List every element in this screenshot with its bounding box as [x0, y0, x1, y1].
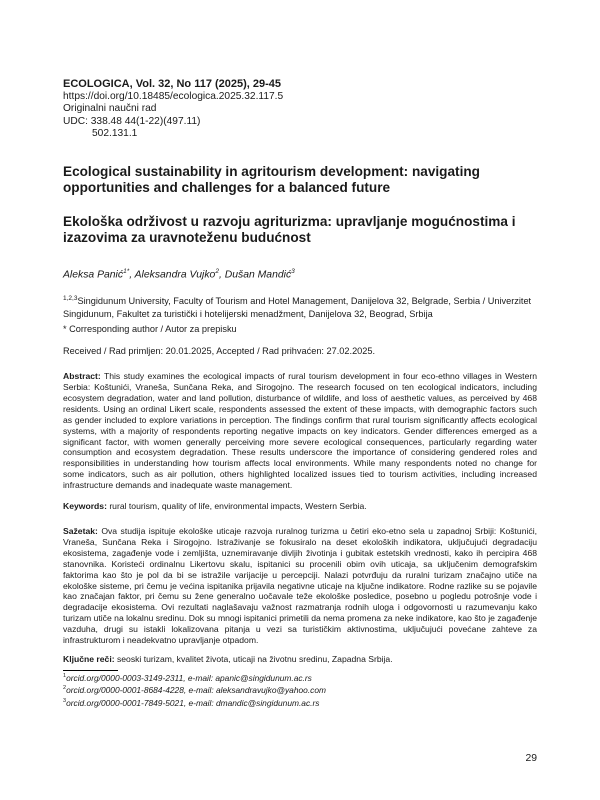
abstract-label: Abstract:: [63, 371, 101, 382]
page-number: 29: [525, 753, 537, 764]
affiliation-superscript: 1,2,3: [63, 295, 78, 303]
article-page: [63, 78, 537, 708]
footnote-marker: 1: [63, 672, 67, 679]
footnote: [63, 683, 537, 695]
kljucne-reci: [63, 654, 537, 665]
footnote-marker: 2: [63, 685, 67, 692]
kljucne-text: seoski turizam, kvalitet života, uticaji na životnu sredinu, Zapadna Srbija.: [114, 653, 393, 664]
udc-code-secondary: 502.131.1: [92, 128, 138, 140]
kljucne-label: Ključne reči:: [63, 653, 115, 664]
journal-citation: ECOLOGICA, Vol. 32, No 117 (2025), 29-45: [63, 78, 282, 90]
keywords: [63, 501, 537, 512]
author-superscript: 3: [291, 267, 295, 275]
author-superscript: 2: [215, 267, 219, 275]
author-name: Aleksandra Vujko: [134, 269, 216, 281]
affiliation-text: Singidunum University, Faculty of Tourism and Hotel Management, Danijelova 32, Belgrade, Serbia / Univerzitet Singidunum, Fakultet za turistički i hotelijerski menadžment, Danijelova 32, Beograd, Srbija: [63, 296, 532, 319]
author-name: Aleksa Panić: [63, 269, 124, 281]
author-list: [63, 268, 537, 280]
footnote-text[interactable]: orcid.org/0000-0001-7849-5021, e-mail: dmandic@singidunum.ac.rs: [66, 697, 320, 708]
sazetak: [63, 526, 537, 646]
author-separator: ,: [129, 269, 135, 281]
article-type: Originalni naučni rad: [63, 103, 157, 115]
footnote: [63, 671, 537, 683]
udc-code: UDC: 338.48 44(1-22)(497.11): [63, 115, 201, 127]
sazetak-text: Ova studija ispituje ekološke uticaje razvoja ruralnog turizma u četiri eko-etno sela u zapadnoj Srbiji: Koštunići, Vraneša, Sunčana Reka i Sirogojno. Istraživanje se fokusiralo na deset ekoloških indikatora, uključujući degradaciju ekosistema, zagađenje vode i zemljišta, uznemiravanje divljih životinja i gubitak estetskih vrednosti, kako ih percipira 468 stanovnika. Koristeći ordinalnu Likertovu skalu, ispitanici su procenili obim ovih uticaja, sa uključenim demografskim faktorima kao što je pol da bi se istražile varijacije u percepciji. Nalazi potvrđuju da ruralni turizam značajno utiče na ekološke sisteme, pri čemu je većina ispitanika prijavila negativne uticaje na ključne indikatore. Rodne razlike su se pojavile kao značajan faktor, pri čemu su žene generalno uočavale teže ekološke posledice, posebno u pogledu potrošnje vode i degradacije ekosistema. Ovi rezultati naglašavaju važnost razmatranja rodnih uloga i odgovornosti u razumevanju kako turizam utiče na lokalnu sredinu. Dok su mnogi ispitanici primetili da nema promena za neke indikatore, kao što je zagađenje vazduha, drugi su istakli lokalizovana pitanja u vezi sa turističkim aktivnostima, uključujući povećane zahteve za infrastrukturom i neadekvatno upravljanje otpadom.: [63, 525, 537, 646]
author-name: Dušan Mandić: [224, 269, 292, 281]
sazetak-label: Sažetak:: [63, 525, 98, 536]
title-serbian: Ekološka održivost u razvoju agriturizma: upravljanje mogućnostima i izazovima za uravnoteženu budućnost: [63, 213, 516, 246]
doi-link[interactable]: https://doi.org/10.18485/ecologica.2025.32.117.5: [63, 90, 284, 102]
footnotes: [63, 671, 537, 708]
keywords-text: rural tourism, quality of life, environmental impacts, Western Serbia.: [106, 501, 367, 512]
footnote-text[interactable]: orcid.org/0000-0001-8684-4228, e-mail: aleksandravujko@yahoo.com: [66, 685, 326, 696]
abstract-text: This study examines the ecological impacts of rural tourism development in four eco-ethno villages in Western Serbia: Koštunići, Vraneša, Sunčana Reka, and Sirogojno. The research focused on ten ecological indicators, including ecosystem degradation, water and land pollution, disturbance of wildlife, and loss of aesthetic values, as perceived by 468 residents. Using an ordinal Likert scale, respondents assessed the extent of these impacts, with demographic factors such as gender included to explore variations in perception. The findings confirm that rural tourism significantly affects ecological systems, with a majority of respondents reporting negative impacts on key indicators. Gender differences emerged as a significant factor, with women generally perceiving more severe ecological consequences, particularly regarding water consumption and ecosystem degradation. These results underscore the importance of considering gendered roles and responsibilities in understanding how tourism affects local environments. While many respondents noted no change for some indicators, such as air pollution, others highlighted localized issues tied to tourism activities, including increased infrastructure demands and inadequate waste management.: [63, 371, 537, 491]
corresponding-author-note: * Corresponding author / Autor za prepisku: [63, 324, 237, 335]
author-superscript: 1*: [123, 267, 130, 275]
keywords-label: Keywords:: [63, 501, 107, 512]
title-english: Ecological sustainability in agritourism development: navigating opportunities and challenges for a balanced future: [63, 163, 480, 196]
footnote-marker: 3: [63, 697, 67, 704]
received-accepted-dates: Received / Rad primljen: 20.01.2025, Accepted / Rad prihvaćen: 27.02.2025.: [63, 346, 376, 357]
footnote: [63, 696, 537, 708]
abstract: [63, 371, 537, 491]
affiliation: [63, 293, 537, 320]
article-header: [63, 78, 537, 141]
author-separator: ,: [218, 269, 225, 281]
footnote-text[interactable]: orcid.org/0000-0003-3149-2311, e-mail: apanic@singidunum.ac.rs: [66, 672, 312, 683]
